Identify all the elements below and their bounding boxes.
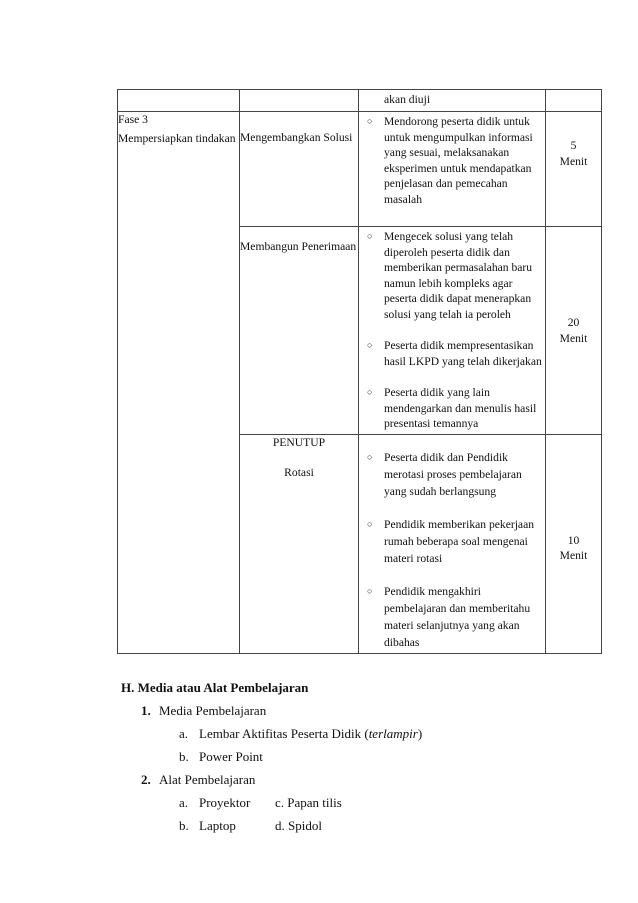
media-item-list	[141, 722, 422, 768]
item-letter: a.	[179, 795, 189, 810]
list-item	[179, 745, 422, 768]
subsection-title	[141, 768, 422, 791]
closing-topic: Rotasi	[284, 466, 314, 479]
step-continuation-text: akan diuji	[384, 93, 431, 106]
step-text: Pendidik mengakhiri pembelajaran dan memberitahu materi selanjutnya yang akan dibahas	[384, 584, 531, 649]
step-text: Mengecek solusi yang telah diperoleh peserta didik dan memberikan permasalahan baru namun lebih kompleks agar peserta didik dapat menerapkan solusi yang telah ia peroleh	[384, 230, 533, 321]
step-text: Mendorong peserta didik untuk untuk mengumpulkan informasi yang sesuai, melaksanakan eksperimen untuk mendapatkan penjelasan dan pemecahan masalah	[384, 115, 533, 206]
steps-cell	[359, 227, 546, 435]
step-text: Pendidik memberikan pekerjaan rumah beberapa soal mengenai materi rotasi	[384, 517, 535, 565]
list-item	[359, 338, 542, 369]
activity-cell	[240, 434, 359, 653]
item-letter: b.	[179, 818, 189, 833]
steps-cell	[359, 434, 546, 653]
item-text-close: )	[417, 726, 423, 741]
activity-label: Mengembangkan Solusi	[240, 131, 353, 144]
duration-cell	[546, 112, 602, 227]
list-item	[359, 229, 542, 322]
item-left	[179, 814, 275, 837]
list-item	[359, 385, 542, 432]
subsection-title	[141, 699, 422, 722]
subsection-label: Alat Pembelajaran	[159, 772, 256, 787]
circle-bullet-icon: ○	[367, 231, 373, 241]
subsection-number: 2.	[141, 772, 151, 787]
item-letter: a.	[179, 726, 189, 741]
activity-cell	[240, 112, 359, 227]
step-list	[359, 435, 545, 651]
circle-bullet-icon: ○	[367, 585, 373, 596]
phase-subtitle: Mempersiapkan tindakan	[118, 131, 236, 145]
section-heading: H. Media atau Alat Pembelajaran	[121, 680, 309, 695]
list-item	[179, 722, 422, 745]
circle-bullet-icon: ○	[367, 340, 373, 350]
duration-value: 20	[567, 316, 580, 329]
duration-unit: Menit	[559, 154, 588, 168]
circle-bullet-icon: ○	[367, 116, 373, 126]
item-text: Proyektor	[199, 795, 251, 810]
duration-value: 5	[570, 139, 577, 152]
steps-cell	[359, 112, 546, 227]
list-item	[359, 114, 542, 207]
lesson-activity-table	[117, 89, 602, 654]
item-text: Power Point	[199, 749, 263, 764]
phase-cell	[118, 112, 240, 654]
tools-item-list	[141, 791, 422, 837]
closing-label: PENUTUP	[272, 435, 326, 449]
subsection-label: Media Pembelajaran	[159, 703, 267, 718]
activity-cell	[240, 227, 359, 435]
item-letter: b.	[179, 749, 189, 764]
subsection-number: 1.	[141, 703, 151, 718]
list-item	[179, 791, 422, 814]
duration-unit: Menit	[559, 331, 588, 345]
table-cell	[240, 90, 359, 112]
media-subsection	[121, 699, 422, 768]
list-item	[359, 516, 542, 567]
activity-label: Membangun Penerimaan	[240, 240, 357, 253]
table-row	[118, 112, 602, 227]
step-text: Peserta didik dan Pendidik merotasi proses pembelajaran yang sudah berlangsung	[384, 450, 522, 498]
circle-bullet-icon: ○	[367, 451, 373, 462]
media-section	[121, 676, 422, 837]
table-cell	[359, 90, 546, 112]
item-text	[199, 722, 422, 745]
duration-cell	[546, 434, 602, 653]
item-text: Laptop	[199, 818, 236, 833]
step-text: Peserta didik yang lain mendengarkan dan menulis hasil presentasi temannya	[384, 386, 537, 430]
table-cell	[546, 90, 602, 112]
circle-bullet-icon: ○	[367, 518, 373, 529]
item-text-emphasis: terlampir	[368, 726, 418, 741]
step-list	[359, 112, 545, 207]
duration-cell	[546, 227, 602, 435]
item-text-main: Lembar Aktifitas Peserta Didik (	[199, 726, 369, 741]
phase-title: Fase 3	[118, 113, 148, 126]
list-item	[359, 449, 542, 500]
item-text-right: d. Spidol	[275, 818, 322, 833]
item-text-right: c. Papan tilis	[275, 795, 342, 810]
circle-bullet-icon: ○	[367, 387, 373, 397]
duration-value: 10	[567, 533, 580, 547]
table-row	[118, 90, 602, 112]
duration-unit: Menit	[559, 549, 588, 562]
table-cell	[118, 90, 240, 112]
list-item	[179, 814, 422, 837]
tools-subsection	[121, 768, 422, 837]
item-left	[179, 791, 275, 814]
step-list	[359, 227, 545, 432]
list-item	[359, 583, 542, 651]
step-text: Peserta didik mempresentasikan hasil LKPD yang telah dikerjakan	[384, 339, 542, 368]
